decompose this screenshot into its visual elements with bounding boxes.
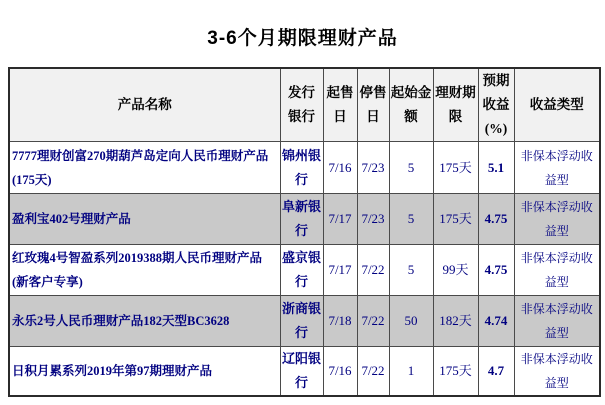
cell-term: 175天: [433, 194, 478, 245]
cell-start-date: 7/17: [323, 245, 357, 296]
table-row: [9, 142, 600, 194]
cell-term: 182天: [433, 296, 478, 347]
cell-bank: 锦州银行: [280, 142, 323, 194]
cell-term: 175天: [433, 142, 478, 194]
cell-end-date: 7/23: [357, 142, 389, 194]
cell-product-name: 7777理财创富270期葫芦岛定向人民币理财产品(175天): [9, 142, 280, 194]
cell-type: 非保本浮动收益型: [514, 142, 600, 194]
cell-term: 99天: [433, 245, 478, 296]
table-row: [9, 194, 600, 245]
col-header-bank: 发行银行: [280, 68, 323, 142]
cell-yield: 4.75: [478, 245, 514, 296]
cell-bank: 浙商银行: [280, 296, 323, 347]
cell-bank: 辽阳银行: [280, 347, 323, 397]
cell-bank: 阜新银行: [280, 194, 323, 245]
cell-amount: 1: [389, 347, 433, 397]
cell-type: 非保本浮动收益型: [514, 245, 600, 296]
cell-yield: 4.74: [478, 296, 514, 347]
cell-term: 175天: [433, 347, 478, 397]
cell-end-date: 7/23: [357, 194, 389, 245]
cell-amount: 5: [389, 142, 433, 194]
col-header-product-name: 产品名称: [9, 68, 280, 142]
cell-yield: 4.75: [478, 194, 514, 245]
cell-type: 非保本浮动收益型: [514, 347, 600, 397]
page-title: 3-6个月期限理财产品: [207, 28, 398, 49]
header-row: [9, 68, 600, 142]
table-row: [9, 296, 600, 347]
table-row: [9, 245, 600, 296]
cell-amount: 5: [389, 194, 433, 245]
cell-start-date: 7/18: [323, 296, 357, 347]
cell-type: 非保本浮动收益型: [514, 296, 600, 347]
col-header-type: 收益类型: [514, 68, 600, 142]
cell-yield: 4.7: [478, 347, 514, 397]
cell-bank: 盛京银行: [280, 245, 323, 296]
cell-end-date: 7/22: [357, 245, 389, 296]
cell-amount: 50: [389, 296, 433, 347]
col-header-start-date: 起售日: [323, 68, 357, 142]
cell-amount: 5: [389, 245, 433, 296]
cell-start-date: 7/16: [323, 142, 357, 194]
table-row: [9, 347, 600, 397]
cell-start-date: 7/16: [323, 347, 357, 397]
cell-product-name: 日积月累系列2019年第97期理财产品: [9, 347, 280, 397]
cell-start-date: 7/17: [323, 194, 357, 245]
cell-product-name: 盈利宝402号理财产品: [9, 194, 280, 245]
cell-end-date: 7/22: [357, 296, 389, 347]
cell-yield: 5.1: [478, 142, 514, 194]
col-header-amount: 起始金额: [389, 68, 433, 142]
cell-type: 非保本浮动收益型: [514, 194, 600, 245]
col-header-yield: 预期收益(%): [478, 68, 514, 142]
cell-product-name: 永乐2号人民币理财产品182天型BC3628: [9, 296, 280, 347]
products-table: [8, 67, 601, 397]
col-header-term: 理财期限: [433, 68, 478, 142]
col-header-end-date: 停售日: [357, 68, 389, 142]
cell-product-name: 红玫瑰4号智盈系列2019388期人民币理财产品(新客户专享): [9, 245, 280, 296]
cell-end-date: 7/22: [357, 347, 389, 397]
